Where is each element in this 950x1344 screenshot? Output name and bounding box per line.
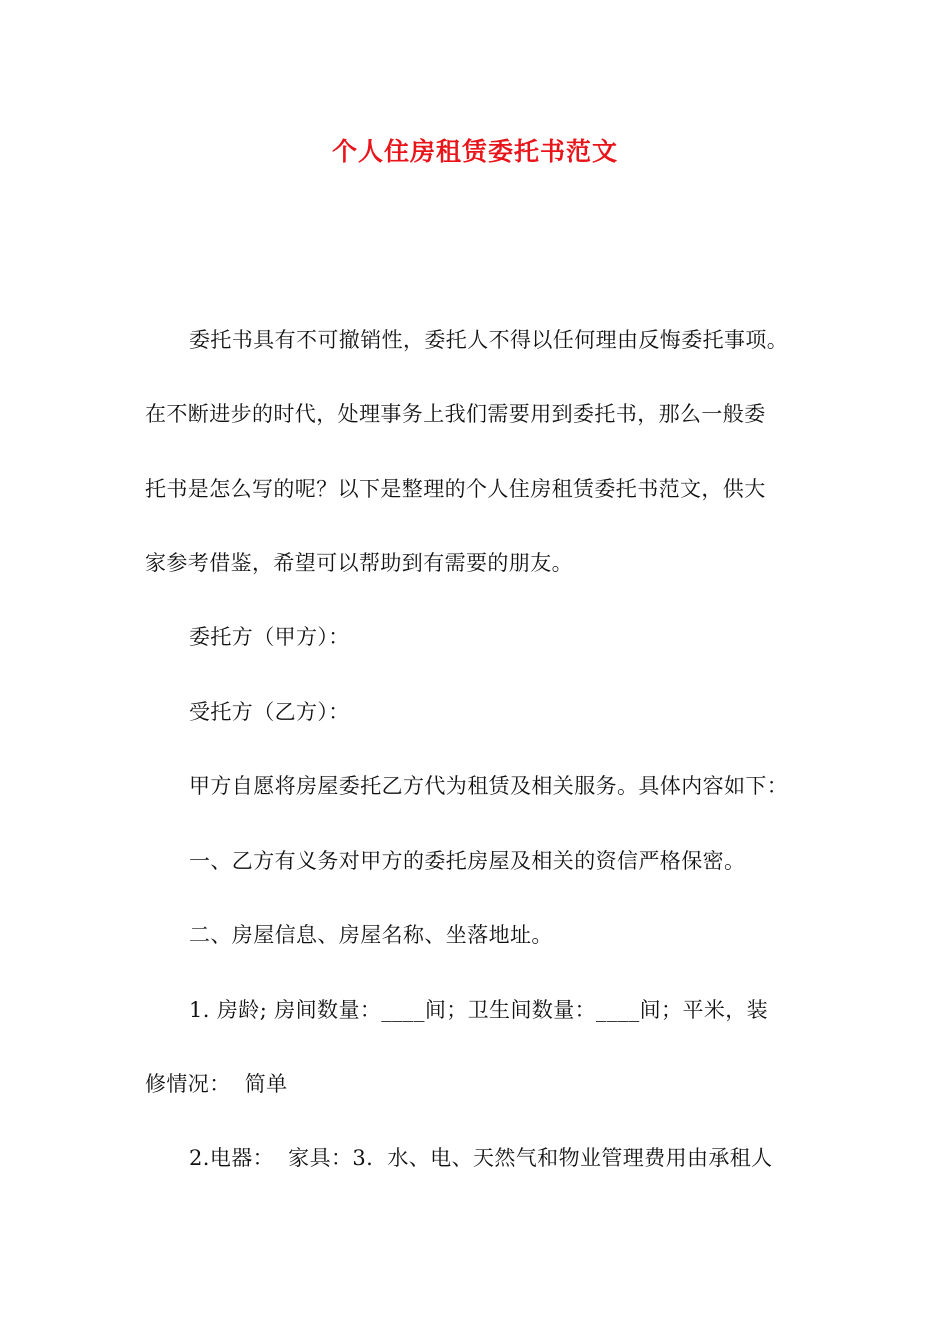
agent-line: 受托方（乙方）： [189, 700, 350, 724]
paragraph-line: 甲方自愿将房屋委托乙方代为租赁及相关服务。具体内容如下： [189, 774, 789, 798]
clause-line: 一、乙方有义务对甲方的委托房屋及相关的资信严格保密。 [189, 849, 746, 873]
clause-line: 1. 房龄; 房间数量：____间；卫生间数量：____间；平米，装 [189, 998, 769, 1022]
principal-line: 委托方（甲方）： [189, 625, 350, 649]
clause-line: 2.电器： 家具：3. 水、电、天然气和物业管理费用由承租人 [189, 1146, 773, 1170]
clause-line: 修情况： 简单 [145, 1072, 288, 1096]
paragraph-line: 在不断进步的时代，处理事务上我们需要用到委托书，那么一般委 [145, 402, 766, 426]
paragraph-line: 托书是怎么写的呢？以下是整理的个人住房租赁委托书范文，供大 [145, 477, 766, 501]
clause-line: 二、房屋信息、房屋名称、坐落地址。 [189, 923, 553, 947]
document-title: 个人住房租赁委托书范文 [331, 137, 618, 166]
paragraph-line: 委托书具有不可撤销性，委托人不得以任何理由反悔委托事项。 [189, 328, 789, 352]
paragraph-line: 家参考借鉴，希望可以帮助到有需要的朋友。 [145, 551, 573, 575]
